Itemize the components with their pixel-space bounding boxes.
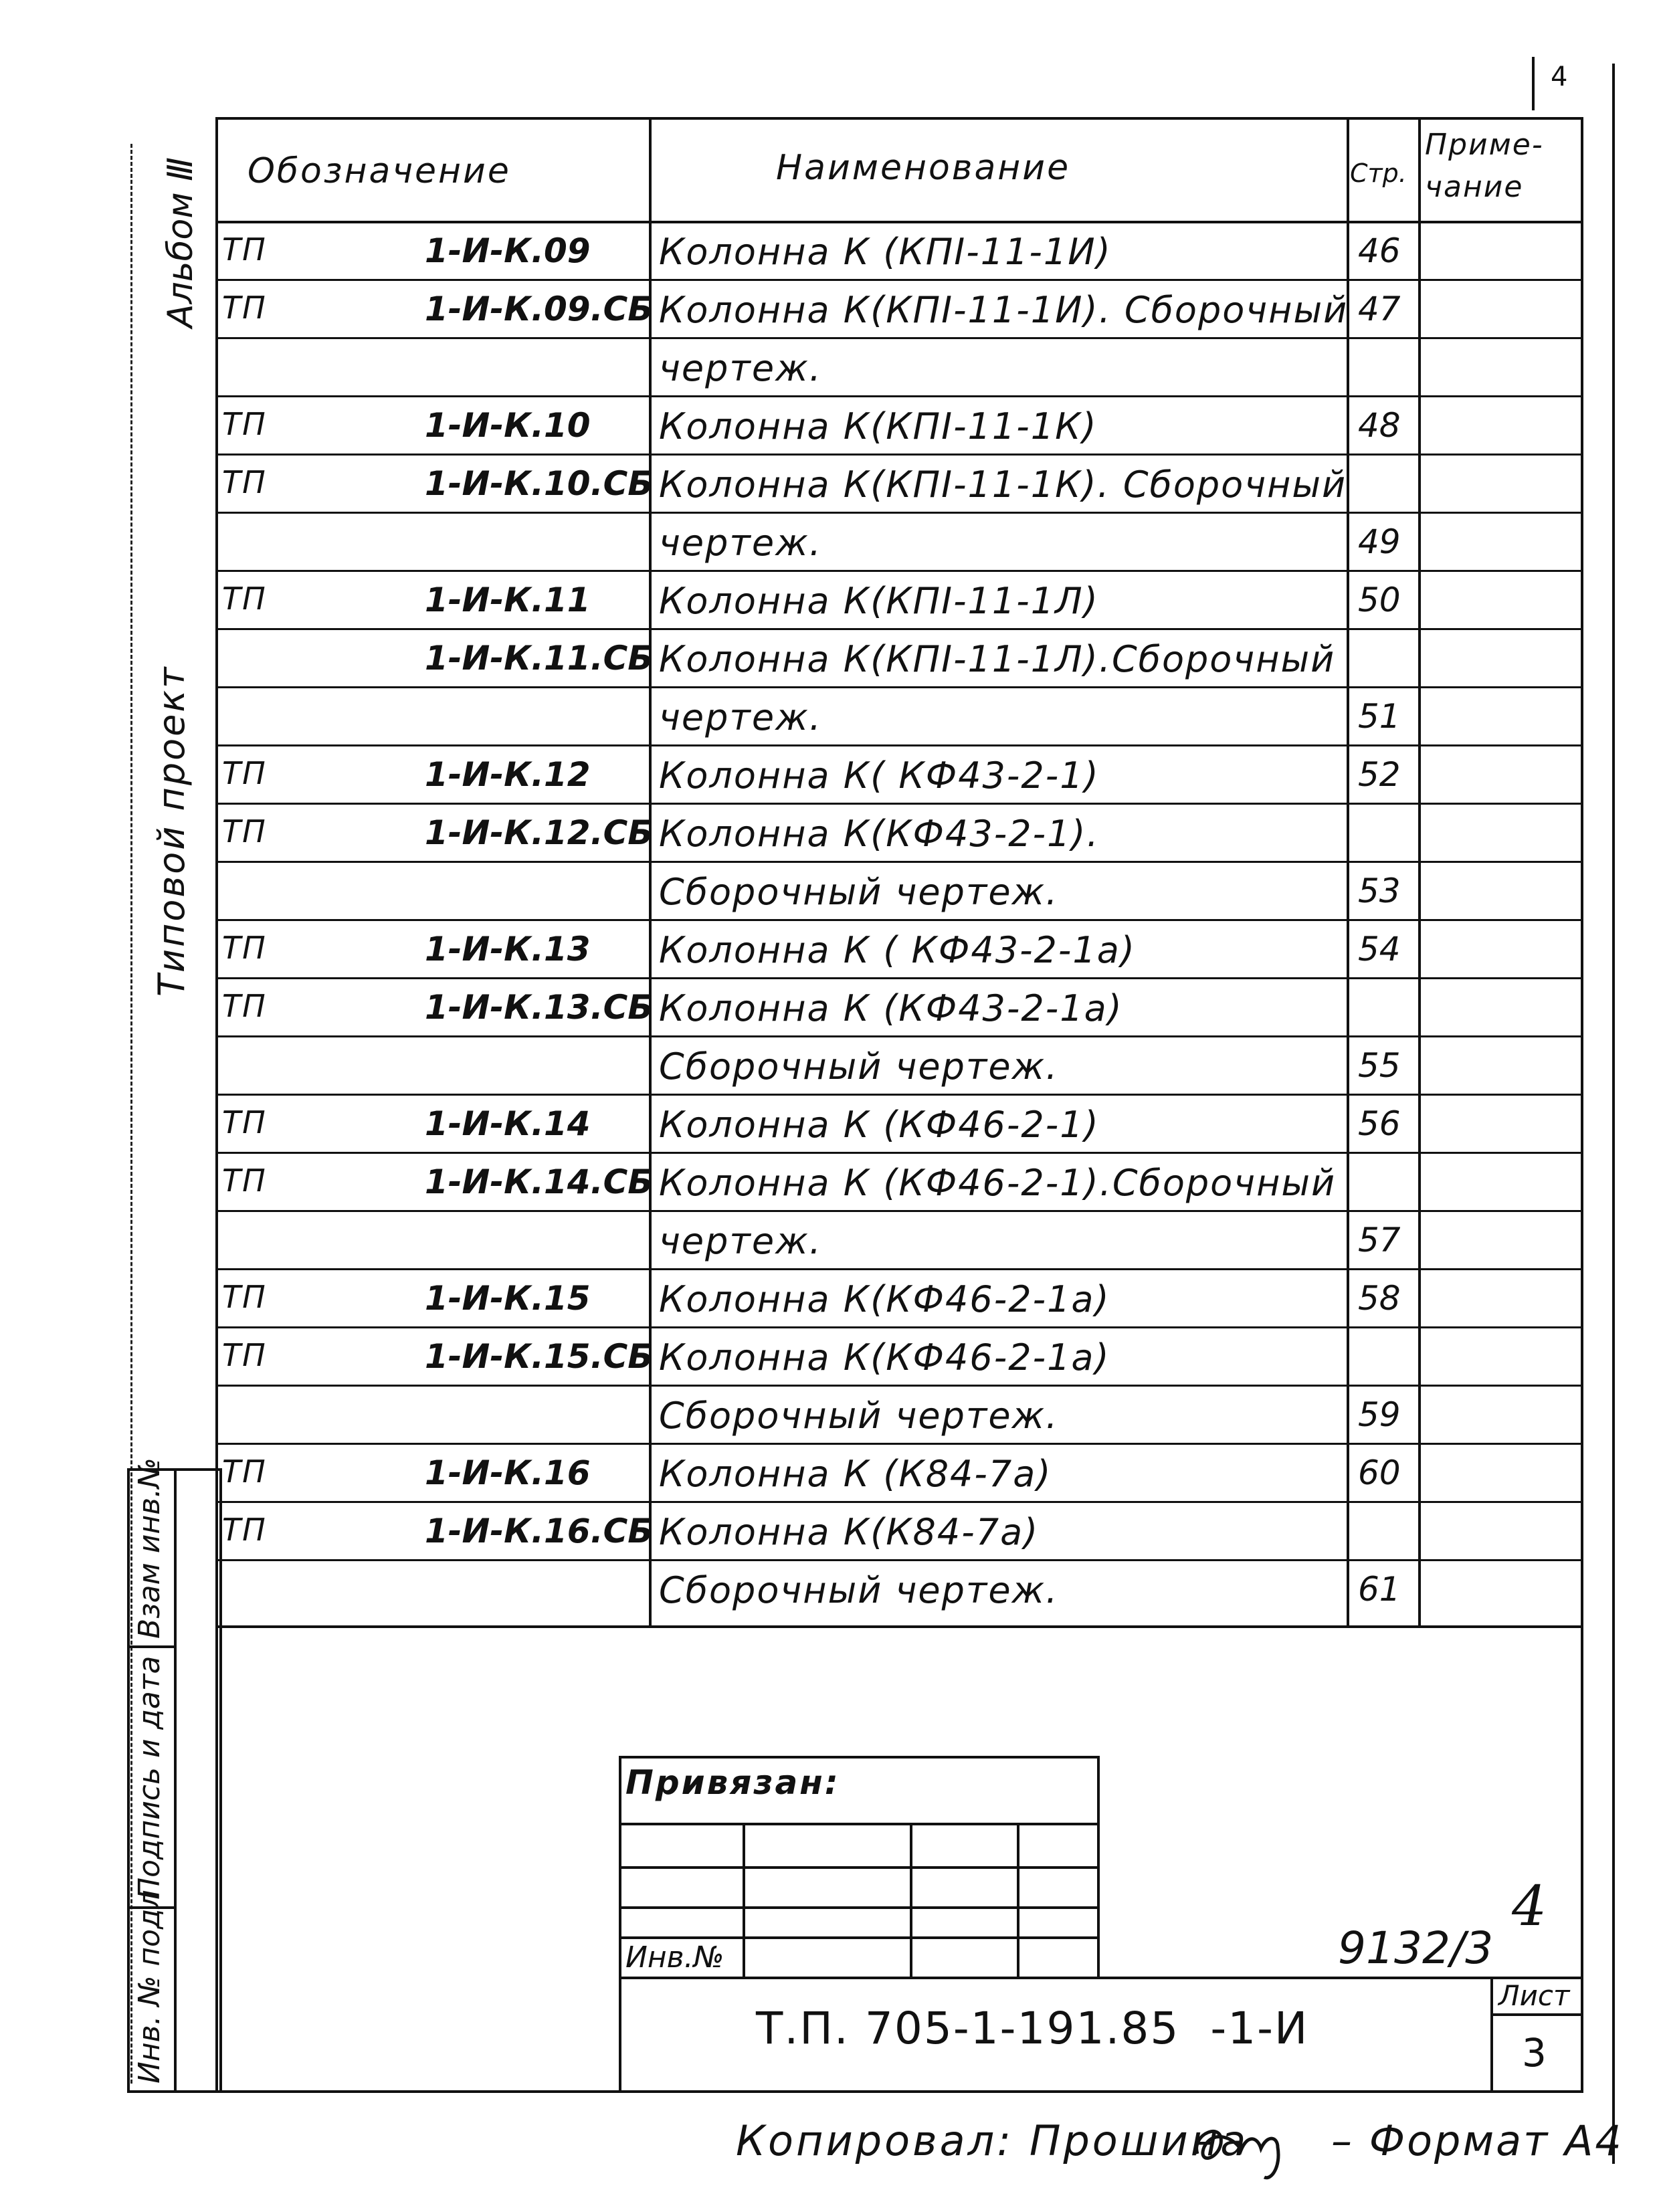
row-page: 54 [1358,930,1401,969]
row-code: 1-И-К.11 [425,581,591,619]
row-type: ТП [222,988,267,1024]
row-page: 50 [1358,581,1401,619]
row-divider [215,337,1583,339]
header-note-line1: Приме- [1425,128,1544,162]
stamp-inv-replace: Взам инв.№ [132,1457,167,1639]
row-name: Колонна К (КПI-11-1И) [659,231,1112,273]
row-divider [215,454,1583,456]
row-name: Колонна К(КФ46-2-1а) [659,1336,1110,1379]
row-divider [215,1501,1583,1503]
row-page: 57 [1358,1221,1401,1260]
row-name: чертеж. [659,522,822,564]
row-code: 1-И-К.10 [425,406,591,445]
row-type: ТП [222,1453,267,1490]
row-code: 1-И-К.09.СБ [425,290,654,328]
row-type: ТП [222,406,267,442]
row-divider [215,1152,1583,1154]
row-code: 1-И-К.16 [425,1453,591,1492]
row-divider [215,744,1583,746]
row-name: чертеж. [659,696,822,738]
order-number: 9132/3 [1338,1922,1494,1974]
row-page: 51 [1358,697,1401,736]
row-divider [215,1559,1583,1561]
document-designation: Т.П. 705-1-191.85 -1-И [756,2003,1309,2054]
row-type: ТП [222,581,267,617]
project-type-label: Типовой проект [151,665,193,997]
header-designation: Обозначение [248,151,511,191]
row-name: Колонна К (КФ43-2-1а) [659,987,1123,1029]
row-name: чертеж. [659,1220,822,1262]
row-name: Колонна К(КПI-11-1Л) [659,580,1099,622]
row-name: чертеж. [659,347,822,389]
row-type: ТП [222,1512,267,1548]
row-divider [215,686,1583,688]
row-divider [215,1035,1583,1037]
album-label: Альбом Ⅲ [161,157,201,328]
row-name: Сборочный чертеж. [659,1045,1059,1088]
row-name: Колонна К (КФ46-2-1).Сборочный [659,1162,1337,1204]
row-divider [215,1094,1583,1096]
copied-by: Копировал: Прошина [736,2116,1249,2165]
row-name: Сборочный чертеж. [659,871,1059,913]
row-divider [215,570,1583,572]
stamp-signature-date: Подпись и дата [132,1655,167,1900]
row-page: 47 [1358,290,1401,328]
row-type: ТП [222,1163,267,1199]
page-number: 4 [1551,62,1568,92]
row-type: ТП [222,813,267,849]
header-name: Наименование [776,148,1071,188]
row-divider [215,628,1583,630]
stamp-inv-orig: Инв. № подл [132,1890,167,2084]
row-type: ТП [222,1104,267,1140]
row-code: 1-И-К.14.СБ [425,1163,654,1201]
row-name: Колонна К ( КФ43-2-1а) [659,929,1136,971]
row-code: 1-И-К.16.СБ [425,1512,654,1550]
row-divider [215,1268,1583,1270]
row-name: Колонна К(КФ46-2-1а) [659,1278,1110,1320]
row-divider [215,395,1583,397]
row-name: Колонна К (КФ46-2-1) [659,1104,1100,1146]
row-page: 61 [1358,1570,1401,1609]
row-divider [215,1210,1583,1212]
sheet-label: Лист [1498,1979,1570,2012]
row-page: 56 [1358,1104,1401,1143]
row-name: Сборочный чертеж. [659,1569,1059,1611]
row-page: 60 [1358,1453,1401,1492]
row-page: 59 [1358,1395,1401,1434]
row-name: Колонна К(КПI-11-1К) [659,405,1098,447]
header-page: Стр. [1350,159,1407,188]
row-code: 1-И-К.14 [425,1104,591,1143]
row-type: ТП [222,231,267,268]
row-type: ТП [222,1337,267,1373]
row-divider [215,1443,1583,1445]
row-divider [215,1326,1583,1328]
row-type: ТП [222,930,267,966]
row-page: 53 [1358,872,1401,910]
row-divider [215,977,1583,979]
row-divider [215,803,1583,805]
row-code: 1-И-К.12 [425,755,591,794]
row-type: ТП [222,755,267,791]
inv-label: Инв.№ [625,1940,724,1975]
row-name: Колонна К (К84-7а) [659,1453,1052,1495]
copyist-signature [1184,2107,1351,2187]
row-page: 48 [1358,406,1401,445]
row-page: 55 [1358,1046,1401,1085]
row-code: 1-И-К.13.СБ [425,988,654,1027]
format-label: – Формат А4 [1331,2116,1624,2165]
header-note-line2: чание [1425,170,1524,204]
handwritten-number: 4 [1512,1875,1547,1938]
row-code: 1-И-К.13 [425,930,591,969]
row-code: 1-И-К.15 [425,1279,591,1318]
row-type: ТП [222,1279,267,1315]
row-code: 1-И-К.15.СБ [425,1337,654,1376]
row-divider [215,1385,1583,1387]
row-name: Колонна К(КПI-11-1К). Сборочный [659,464,1347,506]
row-page: 52 [1358,755,1401,794]
row-divider [215,861,1583,863]
bound-label: Привязан: [625,1763,840,1802]
row-divider [215,919,1583,921]
row-name: Колонна К(КПI-11-1И). Сборочный [659,289,1349,331]
row-name: Колонна К(К84-7а) [659,1511,1040,1553]
row-name: Сборочный чертеж. [659,1395,1059,1437]
row-divider [215,512,1583,514]
row-name: Колонна К(КФ43-2-1). [659,813,1100,855]
row-type: ТП [222,290,267,326]
row-page: 49 [1358,522,1401,561]
row-code: 1-И-К.11.СБ [425,639,654,678]
row-page: 58 [1358,1279,1401,1318]
row-divider [215,279,1583,281]
sheet-number: 3 [1522,2030,1547,2076]
row-code: 1-И-К.10.СБ [425,464,654,503]
row-code: 1-И-К.12.СБ [425,813,654,852]
row-code: 1-И-К.09 [425,231,591,270]
row-type: ТП [222,464,267,500]
row-name: Колонна К(КПI-11-1Л).Сборочный [659,638,1336,680]
row-name: Колонна К( КФ43-2-1) [659,755,1100,797]
row-page: 46 [1358,231,1401,270]
